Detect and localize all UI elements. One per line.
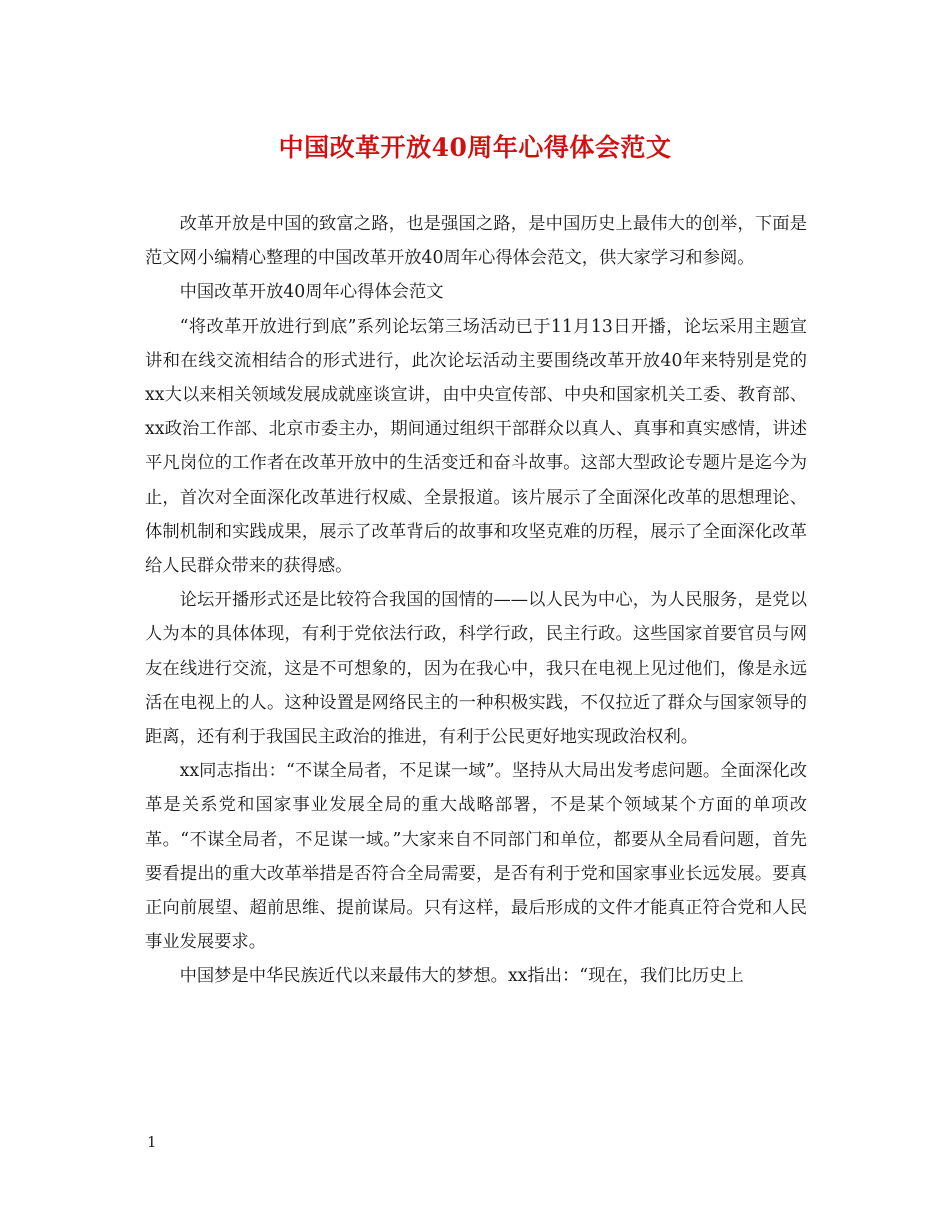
- paragraph-chinese-dream: 中国梦是中华民族近代以来最伟大的梦想。xx指出：“现在，我们比历史上: [179, 966, 744, 987]
- document-title: 中国改革开放40周年心得体会范文: [278, 133, 672, 162]
- paragraph-broadcast-form: 论坛开播形式还是比较符合我国的国情的——以人民为中心，为人民服务，是党以人为本的具体体现，有利于党依法行政，科学行政，民主行政。这些国家首要官员与网友在线进行交流，这是不可想象的，因为在我心中，我只在电视上见过他们，像是永远活在电视上的人。这种设置是网络民主的一种积极实践，不仅拉近了群众与国家领导的距离，还有利于我国民主政治的推进，有利于公民更好地实现政治权利。: [145, 590, 807, 748]
- paragraph-forum: “将改革开放进行到底”系列论坛第三场活动已于11月13日开播，论坛采用主题宣讲和在线交流相结合的形式进行，此次论坛活动主要围绕改革开放40年来特别是党的xx大以来相关领域发展成就座谈宣讲，由中央宣传部、中央和国家机关工委、教育部、xx政治工作部、北京市委主办，期间通过组织干部群众以真人、真事和真实感情，讲述平凡岗位的工作者在改革开放中的生活变迁和奋斗故事。这部大型政论专题片是迄今为止，首次对全面深化改革进行权威、全景报道。该片展示了全面深化改革的思想理论、体制机制和实践成果，展示了改革背后的故事和攻坚克难的历程，展示了全面深化改革给人民群众带来的获得感。: [145, 316, 807, 577]
- paragraph-overall-situation: xx同志指出：“不谋全局者，不足谋一域”。坚持从大局出发考虑问题。全面深化改革是关系党和国家事业发展全局的重大战略部署，不是某个领域某个方面的单项改革。“不谋全局者，不足谋一域。”大家来自不同部门和单位，都要从全局看问题，首先要看提出的重大改革举措是否符合全局需要，是否有利于党和国家事业长远发展。要真正向前展望、超前思维、提前谋局。只有这样，最后形成的文件才能真正符合党和人民事业发展要求。: [145, 761, 807, 953]
- page-number: 1: [147, 1133, 157, 1151]
- paragraph-subtitle: 中国改革开放40周年心得体会范文: [179, 282, 444, 303]
- document-body: [145, 207, 807, 994]
- paragraph-intro: 改革开放是中国的致富之路，也是强国之路，是中国历史上最伟大的创举，下面是范文网小编精心整理的中国改革开放40周年心得体会范文，供大家学习和参阅。: [145, 214, 807, 269]
